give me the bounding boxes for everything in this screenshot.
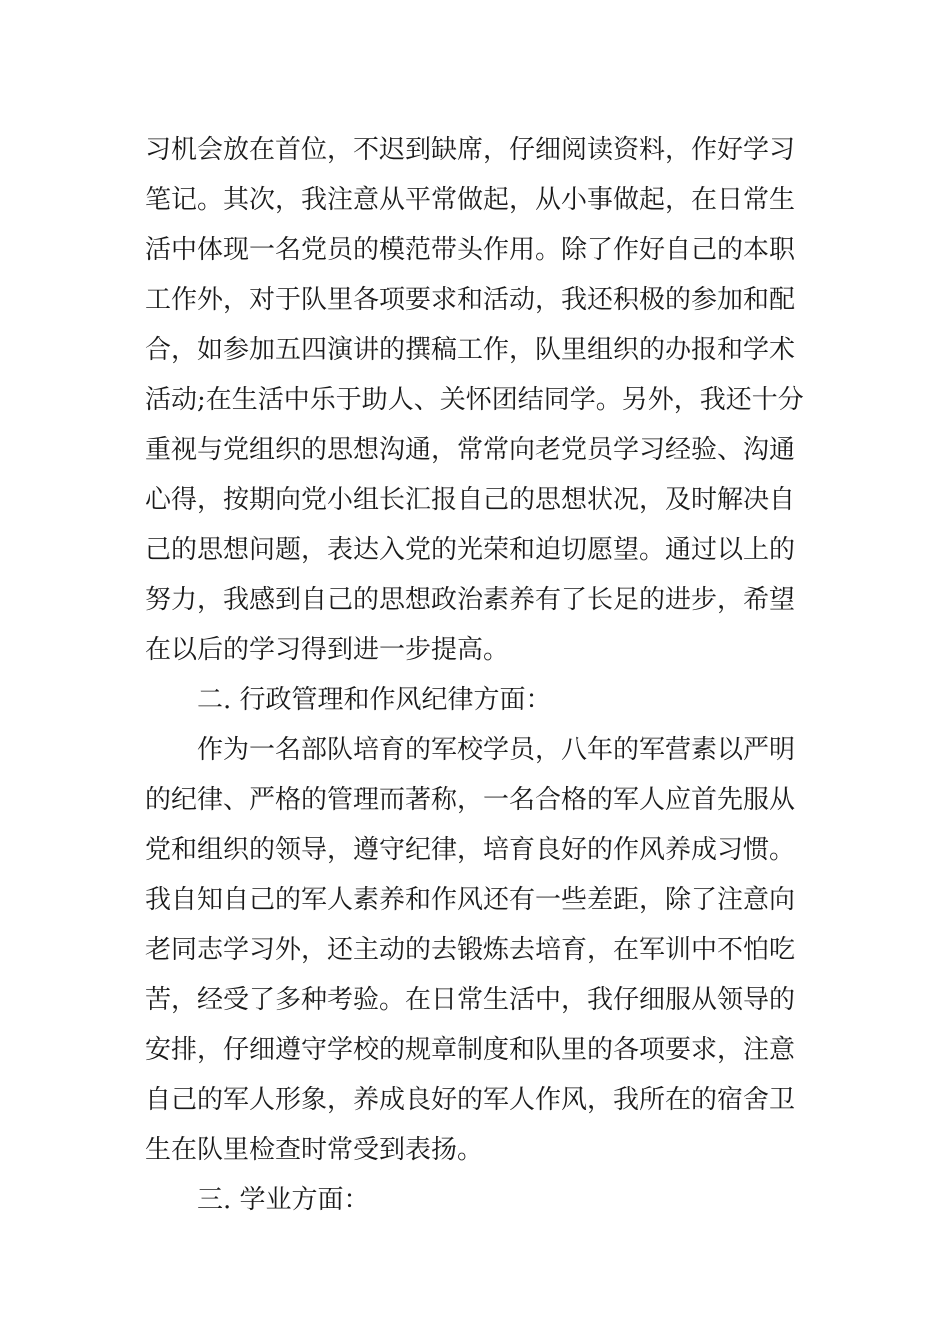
- section-heading: 二. 行政管理和作风纪律方面：: [197, 685, 552, 715]
- text-line: 心得，按期向党小组长汇报自己的思想状况，及时解决自: [145, 485, 796, 515]
- text-line: 活中体现一名党员的模范带头作用。除了作好自己的本职: [145, 235, 796, 265]
- text-line: 在以后的学习得到进一步提高。: [145, 635, 510, 665]
- text-line: 苦，经受了多种考验。在日常生活中，我仔细服从领导的: [145, 985, 796, 1015]
- text-line: 党和组织的领导，遵守纪律，培育良好的作风养成习惯。: [145, 835, 796, 865]
- text-line: 重视与党组织的思想沟通，常常向老党员学习经验、沟通: [145, 435, 796, 465]
- text-line: 合，如参加五四演讲的撰稿工作，队里组织的办报和学术: [145, 335, 796, 365]
- text-line: 安排，仔细遵守学校的规章制度和队里的各项要求，注意: [145, 1035, 796, 1065]
- text-line: 自己的军人形象，养成良好的军人作风，我所在的宿舍卫: [145, 1085, 796, 1115]
- text-line: 的纪律、严格的管理而著称，一名合格的军人应首先服从: [145, 785, 796, 815]
- text-line: 己的思想问题，表达入党的光荣和迫切愿望。通过以上的: [145, 535, 796, 565]
- text-line: 老同志学习外，还主动的去锻炼去培育，在军训中不怕吃: [145, 935, 796, 965]
- text-line: 努力，我感到自己的思想政治素养有了长足的进步，希望: [145, 585, 796, 615]
- section-heading: 三. 学业方面：: [197, 1185, 370, 1215]
- text-line: 工作外，对于队里各项要求和活动，我还积极的参加和配: [145, 285, 796, 315]
- text-line: 我自知自己的军人素养和作风还有一些差距，除了注意向: [145, 885, 796, 915]
- text-line: 作为一名部队培育的军校学员，八年的军营素以严明: [197, 735, 796, 765]
- text-line: 习机会放在首位，不迟到缺席，仔细阅读资料，作好学习: [145, 135, 796, 165]
- text-line: 活动;在生活中乐于助人、关怀团结同学。另外，我还十分: [145, 385, 804, 415]
- text-line: 生在队里检查时常受到表扬。: [145, 1135, 484, 1165]
- text-line: 笔记。其次，我注意从平常做起，从小事做起，在日常生: [145, 185, 796, 215]
